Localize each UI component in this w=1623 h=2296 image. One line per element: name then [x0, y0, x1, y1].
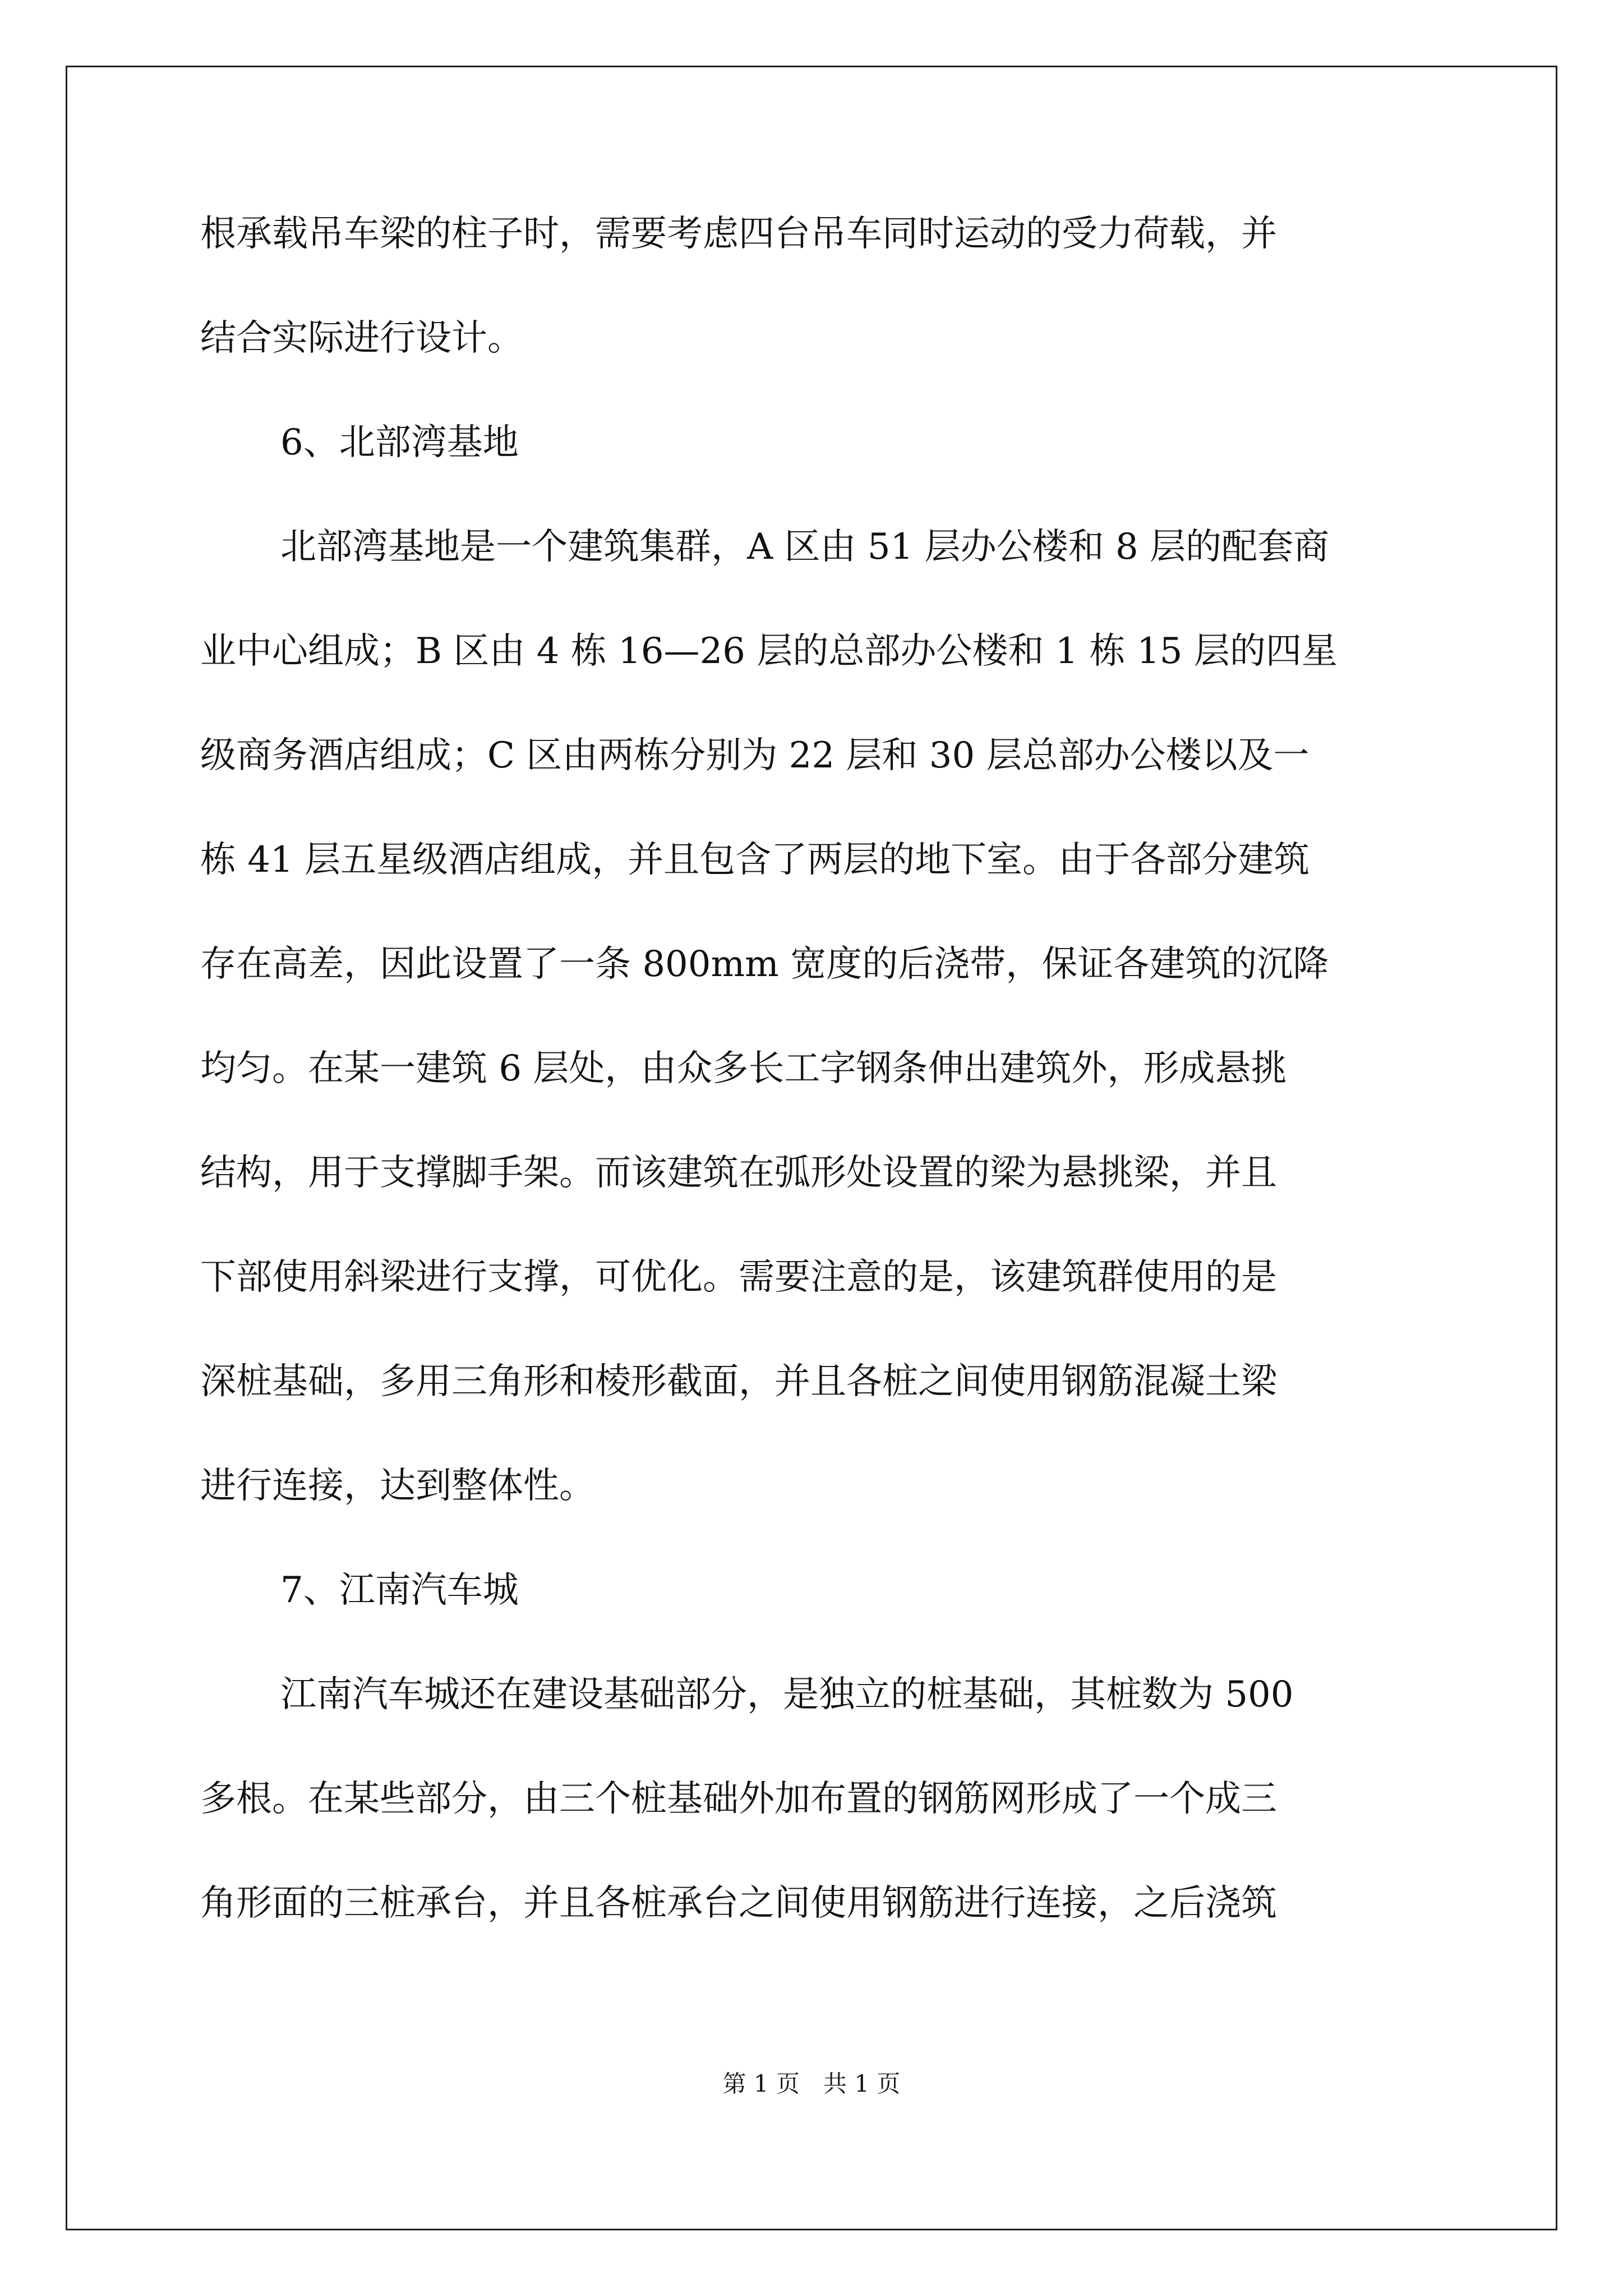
text-line: 北部湾基地是一个建筑集群，A 区由 51 层办公楼和 8 层的配套商	[280, 528, 1330, 566]
section-heading: 7、江南汽车城	[280, 1571, 519, 1609]
text-line: 角形面的三桩承台，并且各桩承台之间使用钢筋进行连接，之后浇筑	[200, 1884, 1277, 1922]
text-line: 业中心组成；B 区由 4 栋 16—26 层的总部办公楼和 1 栋 15 层的四星	[200, 632, 1338, 670]
page-footer: 第 1 页 共 1 页	[722, 2070, 901, 2097]
text-line: 深桩基础，多用三角形和棱形截面，并且各桩之间使用钢筋混凝土梁	[200, 1363, 1277, 1401]
text-line: 级商务酒店组成；C 区由两栋分别为 22 层和 30 层总部办公楼以及一	[200, 737, 1310, 775]
text-line: 结构，用于支撑脚手架。而该建筑在弧形处设置的梁为悬挑梁，并且	[200, 1154, 1277, 1192]
document-body	[200, 215, 1428, 1989]
text-line: 根承载吊车梁的柱子时，需要考虑四台吊车同时运动的受力荷载，并	[200, 215, 1277, 253]
text-line: 多根。在某些部分，由三个桩基础外加布置的钢筋网形成了一个成三	[200, 1780, 1277, 1818]
text-line: 存在高差，因此设置了一条 800mm 宽度的后浇带，保证各建筑的沉降	[200, 945, 1329, 983]
text-line: 进行连接，达到整体性。	[200, 1467, 595, 1505]
text-line: 下部使用斜梁进行支撑，可优化。需要注意的是，该建筑群使用的是	[200, 1258, 1277, 1296]
text-line: 结合实际进行设计。	[200, 319, 523, 357]
section-heading: 6、北部湾基地	[280, 424, 519, 462]
text-line: 江南汽车城还在建设基础部分，是独立的桩基础，其桩数为 500	[280, 1676, 1294, 1714]
text-line: 均匀。在某一建筑 6 层处，由众多长工字钢条伸出建筑外，形成悬挑	[200, 1050, 1287, 1088]
text-line: 栋 41 层五星级酒店组成，并且包含了两层的地下室。由于各部分建筑	[200, 841, 1310, 879]
